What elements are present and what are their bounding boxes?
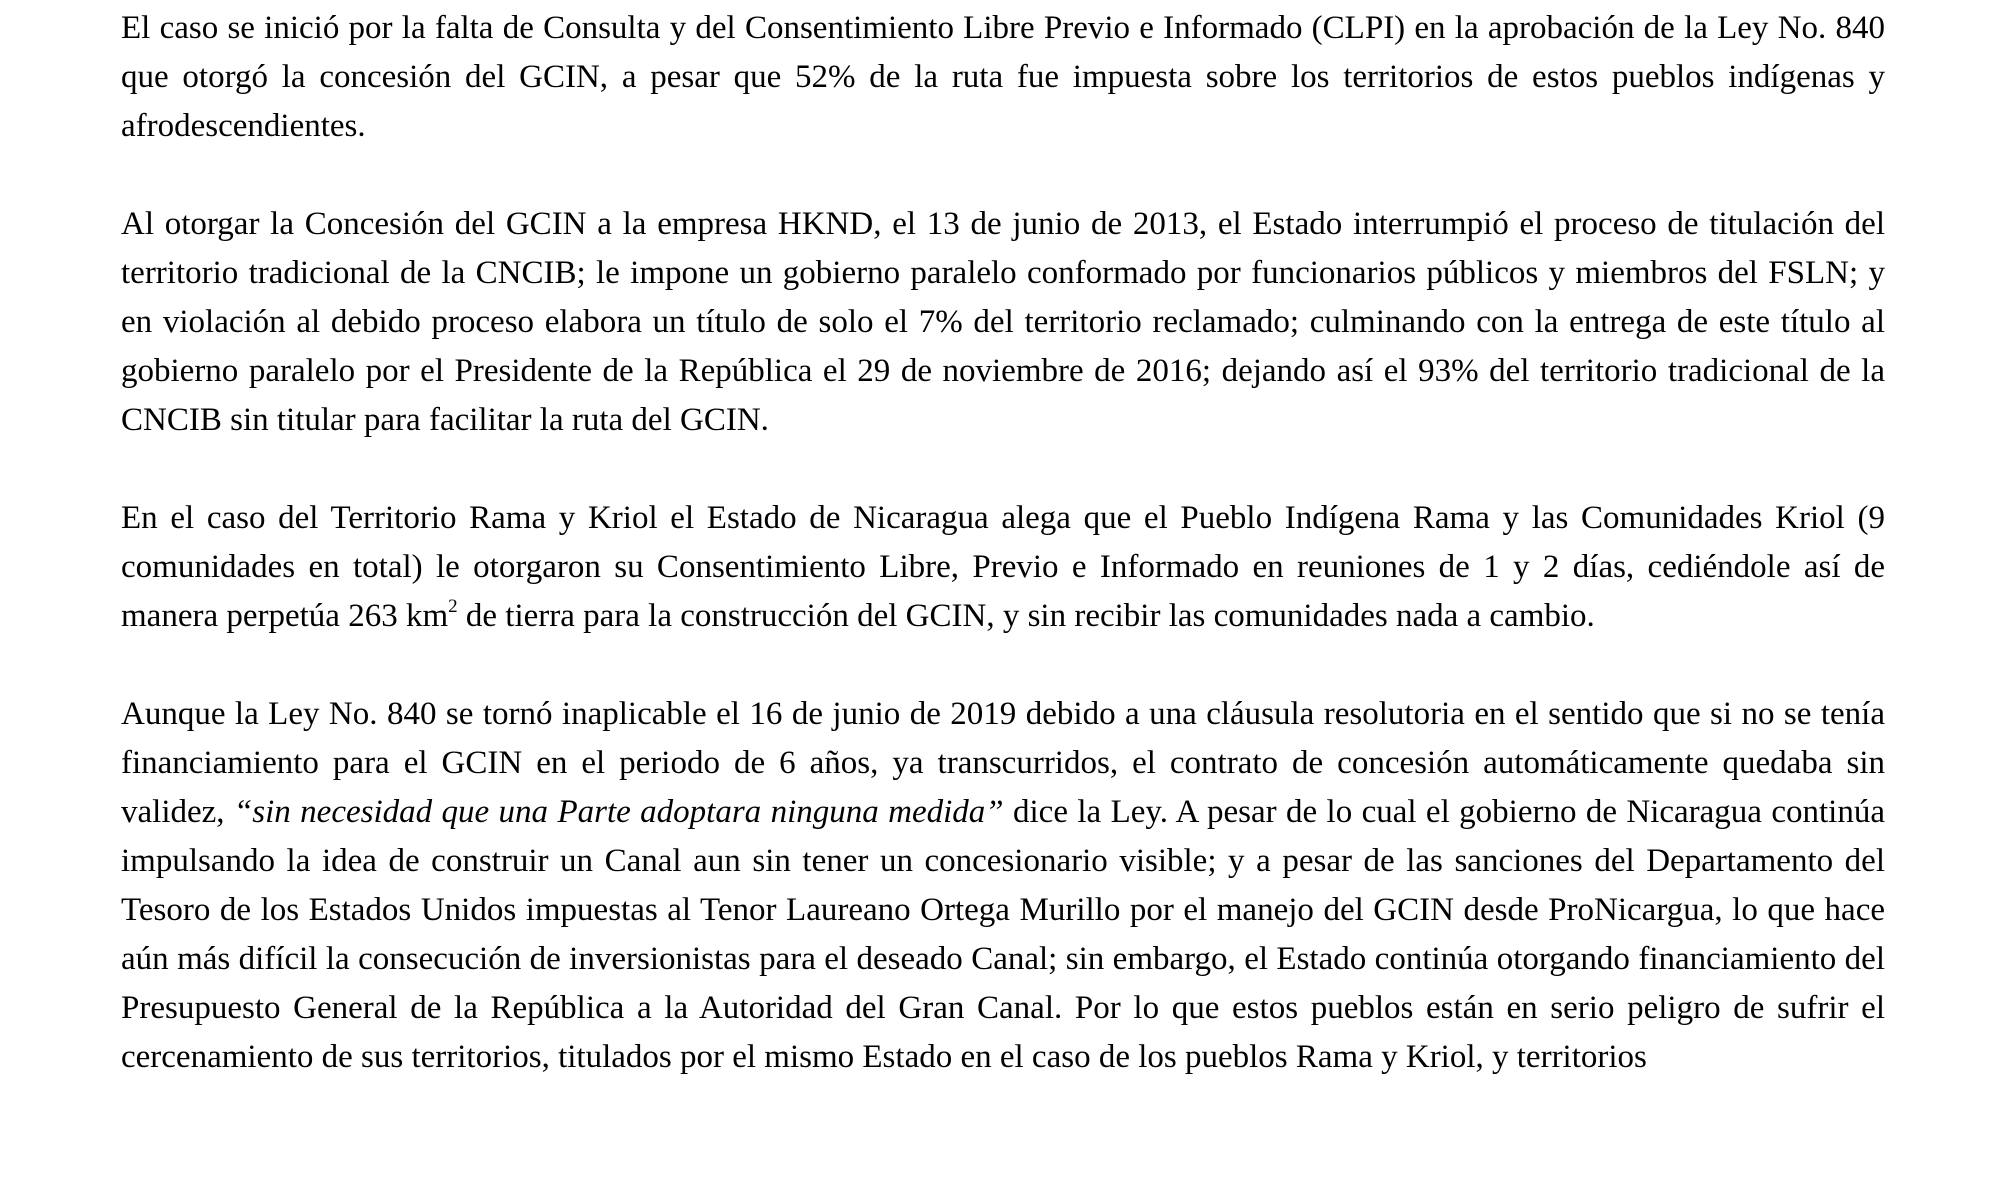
paragraph-gcin-concession: Al otorgar la Concesión del GCIN a la empresa HKND, el 13 de junio de 2013, el Estado interrumpió el proceso de titulación del territorio tradicional de la CNCIB; le impone un gobierno paralelo conformado por funcionarios públicos y miembros del FSLN; y en violación al debido proceso elabora un título de solo el 7% del territorio reclamado; culminando con la entrega de este título al gobierno paralelo por el Presidente de la República el 29 de noviembre de 2016; dejando así el 93% del territorio tradicional de la CNCIB sin titular para facilitar la ruta del GCIN. bbox=[121, 206, 1885, 438]
superscript-km2: 2 bbox=[448, 596, 458, 617]
paragraph-clpi-origin: El caso se inició por la falta de Consulta y del Consentimiento Libre Previo e Informado (CLPI) en la aprobación de la Ley No. 840 que otorgó la concesión del GCIN, a pesar que 52% de la ruta fue impuesta sobre los territorios de estos pueblos indígenas y afrodescendientes. bbox=[121, 10, 1885, 144]
paragraph-rama-kriol bbox=[121, 494, 1885, 641]
paragraph-rama-kriol-text: En el caso del Territorio Rama y Kriol el Estado de Nicaragua alega que el Pueblo Indígena Rama y las Comunidades Kriol (9 comunidades en total) le otorgaron su Consentimiento Libre, Previo e Informado en reuniones de 1 y 2 días, cediéndole así de manera perpetúa 263 km bbox=[121, 500, 1885, 634]
paragraph-ley-840-text: Aunque la Ley No. 840 se tornó inaplicable el 16 de junio de 2019 debido a una cláusula resolutoria en el sentido que si no se tenía financiamiento para el GCIN en el periodo de 6 años, ya transcurridos, el contrato de concesión automáticamente quedaba sin validez, bbox=[121, 696, 1885, 830]
law-quote: “sin necesidad que una Parte adoptara ninguna medida” bbox=[233, 794, 1004, 830]
paragraph-ley-840 bbox=[121, 690, 1885, 1082]
paragraph-rama-kriol-text-end: de tierra para la construcción del GCIN, y sin recibir las comunidades nada a cambio. bbox=[457, 598, 1595, 634]
paragraph-ley-840-text-end: dice la Ley. A pesar de lo cual el gobierno de Nicaragua continúa impulsando la idea de construir un Canal aun sin tener un concesionario visible; y a pesar de las sanciones del Departamento del Tesoro de los Estados Unidos impuestas al Tenor Laureano Ortega Murillo por el manejo del GCIN desde ProNicargua, lo que hace aún más difícil la consecución de inversionistas para el deseado Canal; sin embargo, el Estado continúa otorgando financiamiento del Presupuesto General de la República a la Autoridad del Gran Canal. Por lo que estos pueblos están en serio peligro de sufrir el cercenamiento de sus territorios, titulados por el mismo Estado en el caso de los pueblos Rama y Kriol, y territorios bbox=[121, 794, 1885, 1075]
document-body bbox=[121, 4, 1885, 1131]
